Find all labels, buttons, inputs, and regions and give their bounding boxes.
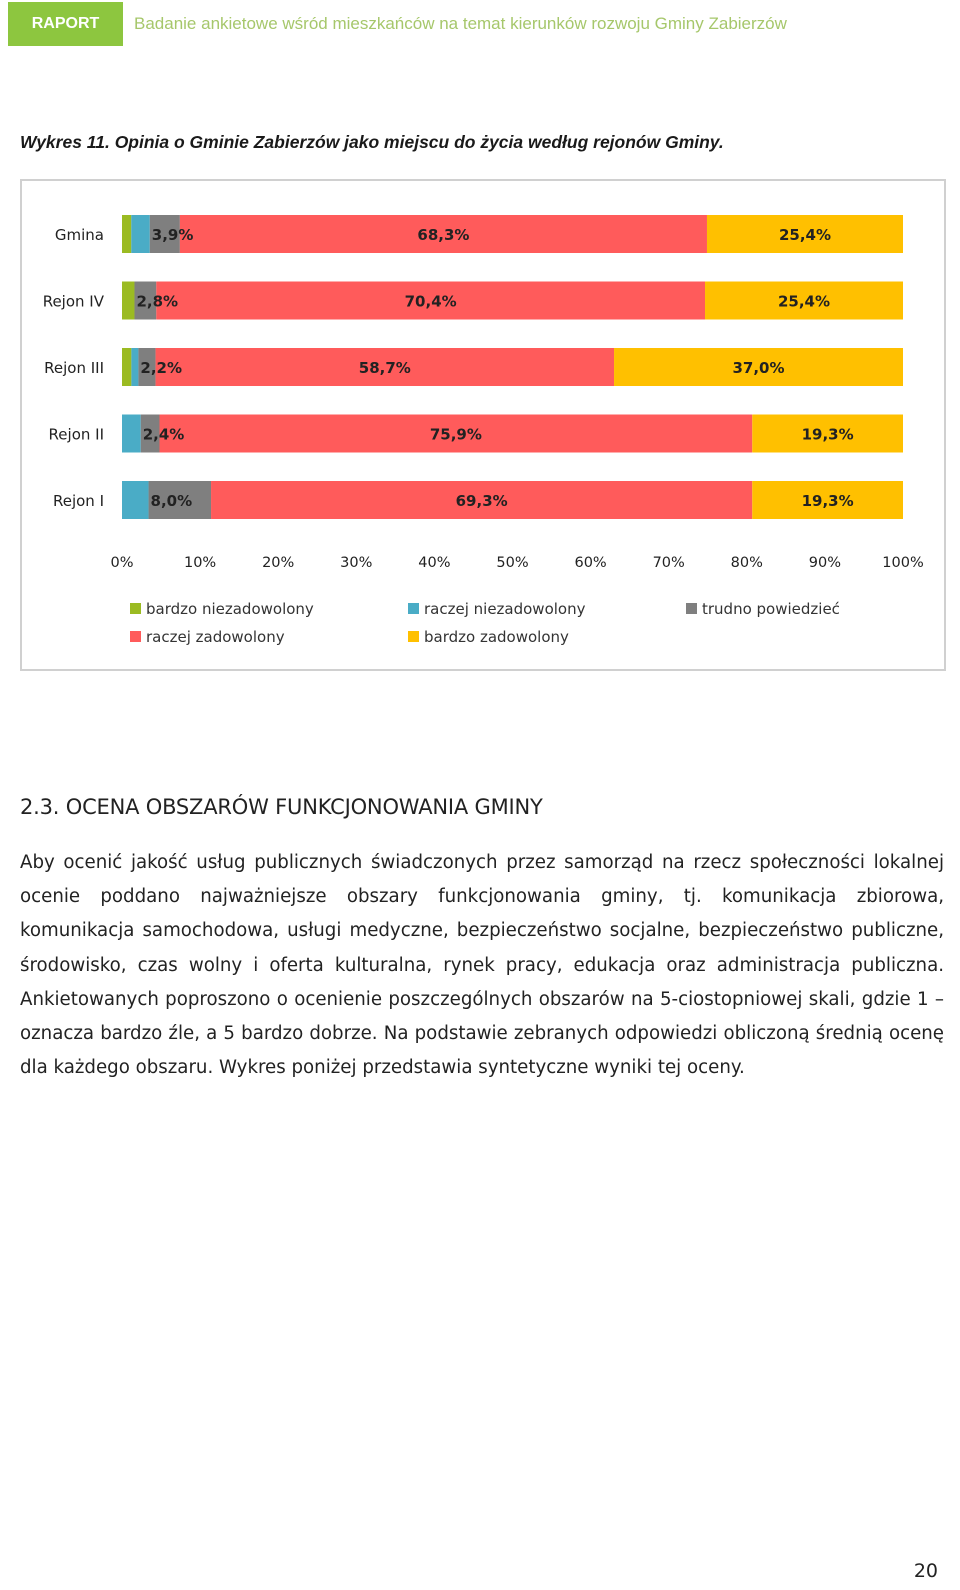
data-label: 19,3%	[801, 492, 854, 510]
category-label: Rejon III	[44, 359, 104, 377]
x-tick-label: 10%	[183, 555, 217, 571]
report-badge: RAPORT	[8, 2, 123, 46]
legend-swatch	[130, 631, 141, 642]
page-header	[8, 2, 948, 46]
x-tick-label: 20%	[262, 555, 295, 571]
bar-segment	[122, 215, 131, 253]
page-number: 20	[913, 1560, 938, 1582]
section-heading: 2.3. OCENA OBSZARÓW FUNKCJONOWANIA GMINY	[20, 795, 543, 819]
x-tick-label: 100%	[882, 555, 924, 571]
legend-label: bardzo niezadowolony	[146, 600, 314, 618]
body-paragraph: Aby ocenić jakość usług publicznych świadczonych przez samorząd na rzecz społeczności lokalnej ocenie poddano najważniejsze obszary funkcjonowania gminy, tj. komunikacja zbiorowa, komunikacja samochodowa, usługi medyczne, bezpieczeństwo socjalne, bezpieczeństwo publiczne, środowisko, czas wolny i oferta kulturalna, rynek pracy, edukacja oraz administracja publiczna. Ankietowanych poproszono o ocenienie poszczególnych obszarów na 5-ciostopniowej skali, gdzie 1 – oznacza bardzo źle, a 5 bardzo dobrze. Na podstawie zebranych odpowiedzi obliczoną średnią ocenę dla każdego obszaru. Wykres poniżej przedstawia syntetyczne wyniki tej oceny.	[20, 852, 944, 1079]
legend-label: raczej zadowolony	[146, 628, 285, 646]
chart-frame	[20, 179, 946, 671]
x-tick-label: 50%	[496, 555, 529, 571]
legend-swatch	[686, 603, 697, 614]
legend-label: raczej niezadowolony	[424, 600, 586, 618]
legend-swatch	[130, 603, 141, 614]
category-label: Rejon II	[48, 425, 104, 444]
bar-segment	[122, 348, 131, 386]
category-label: Rejon I	[52, 492, 104, 510]
bar-segment	[122, 282, 134, 320]
x-tick-label: 40%	[418, 555, 451, 571]
data-label: 37,0%	[732, 359, 785, 377]
x-axis-ticks	[110, 555, 923, 571]
legend-swatch	[408, 603, 419, 614]
plot-bars	[122, 215, 903, 519]
data-label: 58,7%	[358, 359, 411, 377]
legend-label: trudno powiedzieć	[702, 600, 840, 618]
bar-segment	[131, 215, 150, 253]
data-label: 25,4%	[778, 226, 832, 244]
stacked-bar-chart	[22, 181, 944, 669]
x-tick-label: 60%	[574, 555, 607, 571]
data-label: 75,9%	[429, 425, 482, 444]
bar-segment	[131, 348, 138, 386]
data-label: 70,4%	[404, 292, 457, 311]
legend-swatch	[408, 631, 419, 642]
category-label: Rejon IV	[42, 292, 104, 311]
bar-segment	[122, 415, 141, 453]
legend	[130, 600, 840, 646]
category-labels	[43, 226, 105, 510]
data-label: 2,4%	[142, 425, 185, 444]
data-label: 8,0%	[150, 492, 193, 510]
x-tick-label: 90%	[808, 555, 842, 571]
x-tick-label: 80%	[730, 555, 763, 571]
data-label: 2,8%	[136, 292, 179, 311]
x-tick-label: 70%	[652, 555, 685, 571]
header-title: Badanie ankietowe wśród mieszkańców na temat kierunków rozwoju Gminy Zabierzów	[134, 14, 787, 33]
data-label: 2,2%	[140, 359, 183, 377]
chart-caption: Wykres 11. Opinia o Gminie Zabierzów jako miejscu do życia według rejonów Gminy.	[20, 132, 724, 152]
bar-segment	[122, 481, 149, 519]
x-tick-label: 30%	[340, 555, 373, 571]
data-label: 19,3%	[801, 425, 854, 444]
legend-label: bardzo zadowolony	[424, 628, 569, 646]
data-label: 68,3%	[417, 226, 470, 244]
data-label: 25,4%	[777, 292, 831, 311]
data-label: 69,3%	[455, 492, 508, 510]
category-label: Gmina	[54, 226, 104, 244]
data-label: 3,9%	[151, 226, 194, 244]
x-tick-label: 0%	[110, 555, 134, 571]
